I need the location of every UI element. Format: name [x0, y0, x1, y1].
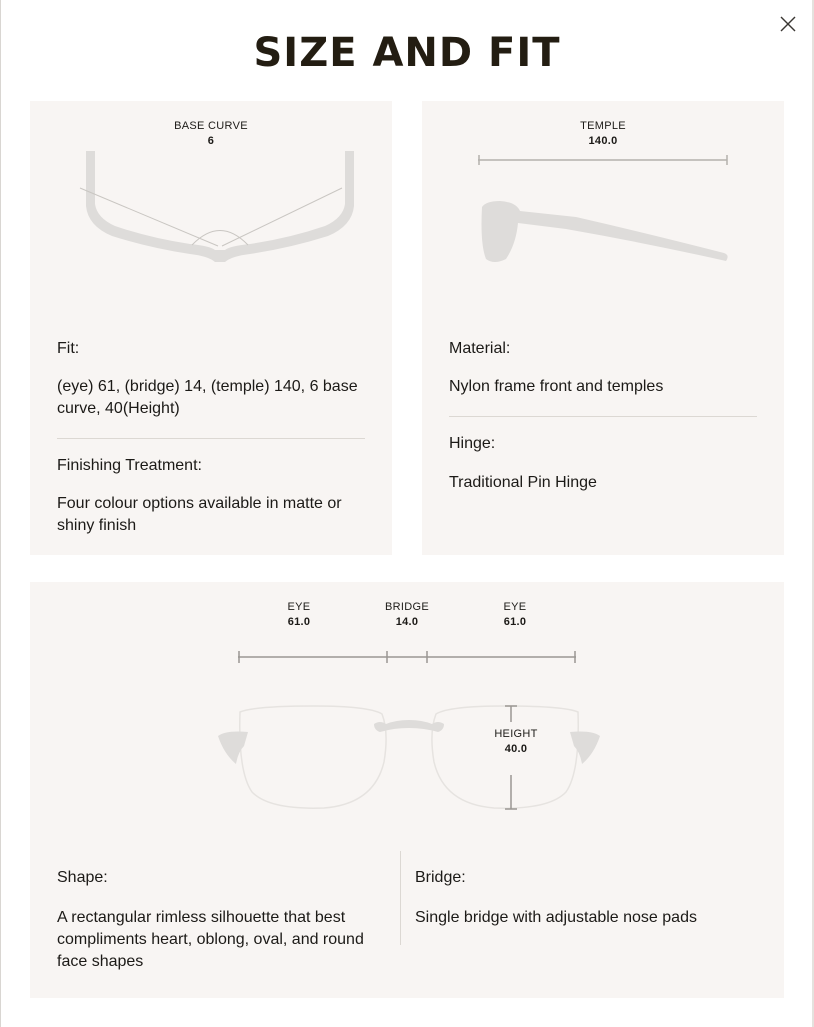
finishing-text: Four colour options available in matte or shiny finish: [57, 495, 342, 534]
eye-right-value: 61.0: [503, 616, 527, 628]
hinge-label: Hinge:: [449, 435, 496, 452]
eye-right-label: EYE: [503, 601, 527, 613]
height-value: 40.0: [504, 743, 528, 755]
glasses-side-view-illustration: [476, 199, 736, 269]
temple-panel: [422, 101, 784, 555]
base-curve-measure: [161, 120, 261, 147]
temple-label: TEMPLE: [580, 120, 626, 132]
page-title: SIZE AND FIT: [253, 30, 561, 76]
finishing-label: Finishing Treatment:: [57, 457, 202, 474]
temple-value: 140.0: [588, 135, 618, 147]
eye-left-value: 61.0: [287, 616, 311, 628]
material-label: Material:: [449, 340, 511, 357]
base-curve-label: BASE CURVE: [174, 120, 248, 132]
height-label: HEIGHT: [494, 728, 538, 740]
fit-label: Fit:: [57, 340, 80, 357]
glasses-front-view-illustration: [214, 702, 604, 812]
shape-label: Shape:: [57, 869, 108, 886]
material-text: Nylon frame front and temples: [449, 378, 664, 395]
shape-text: A rectangular rimless silhouette that best compliments heart, oblong, oval, and round face shapes: [57, 909, 364, 970]
divider: [57, 438, 365, 439]
height-measure-line: [503, 705, 519, 811]
divider: [449, 416, 757, 417]
width-measure-line: [238, 650, 578, 664]
bridge-label: BRIDGE: [385, 601, 429, 613]
bridge-info-label: Bridge:: [415, 869, 466, 886]
eye-left-label: EYE: [287, 601, 311, 613]
temple-measure-line: [478, 153, 728, 165]
base-curve-panel: [30, 101, 392, 555]
base-curve-value: 6: [207, 135, 215, 147]
column-divider: [400, 851, 401, 945]
glasses-top-view-illustration: [60, 146, 360, 276]
bridge-value: 14.0: [395, 616, 419, 628]
hinge-text: Traditional Pin Hinge: [449, 474, 597, 491]
fit-text: (eye) 61, (bridge) 14, (temple) 140, 6 base curve, 40(Height): [57, 378, 358, 417]
height-measure: [476, 728, 556, 755]
modal-left-edge: [0, 0, 1, 1027]
bridge-measure: [367, 601, 447, 628]
front-view-panel: [30, 582, 784, 998]
bridge-info-text: Single bridge with adjustable nose pads: [415, 909, 697, 926]
eye-right-measure: [475, 601, 555, 628]
temple-measure: [553, 120, 653, 147]
eye-left-measure: [259, 601, 339, 628]
